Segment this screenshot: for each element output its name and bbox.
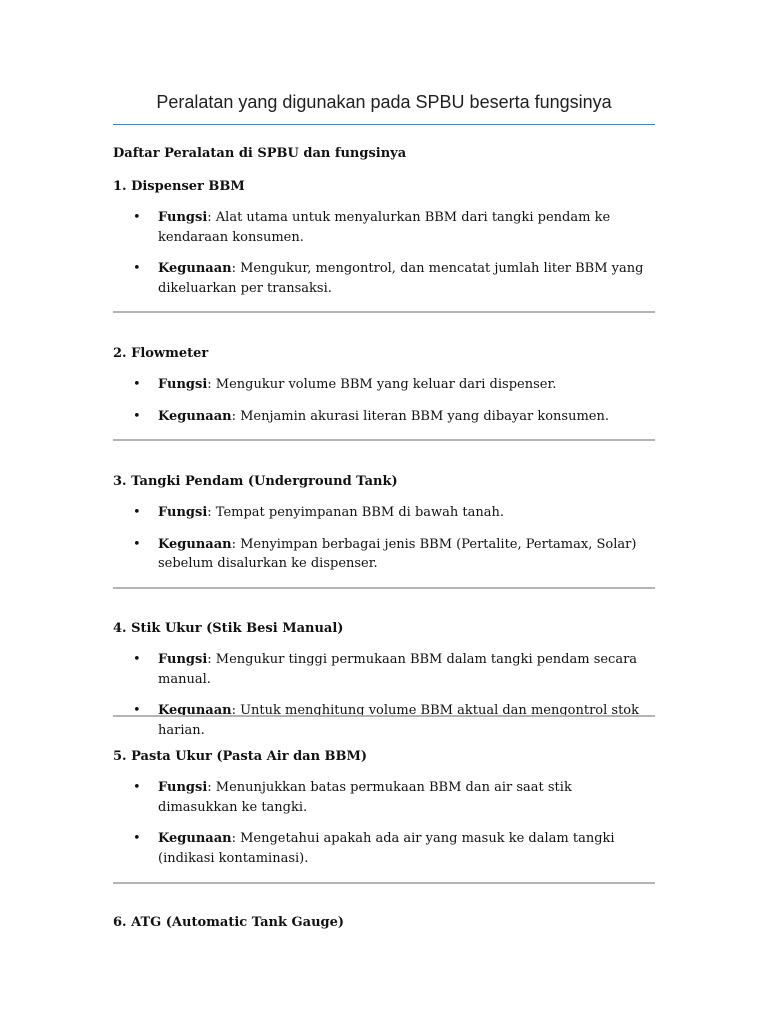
section-pasta-ukur [113, 747, 655, 868]
section-divider [113, 715, 655, 717]
term-description: : Untuk menghitung volume BBM aktual dan mengontrol stok harian. [158, 703, 640, 738]
section-heading: 3. Tangki Pendam (Underground Tank) [113, 474, 398, 489]
term-label: Kegunaan [158, 536, 232, 552]
list-heading: Daftar Peralatan di SPBU dan fungsinya [113, 146, 407, 161]
section-divider [113, 311, 655, 313]
term-label: Kegunaan [158, 831, 232, 846]
bullet-item-kegunaan [113, 535, 655, 574]
section-heading: 4. Stik Ukur (Stik Besi Manual) [113, 621, 344, 636]
bullet-icon: • [133, 831, 141, 846]
bullet-item-kegunaan [113, 701, 655, 740]
term-label: Kegunaan [158, 408, 232, 424]
term-description: : Mengukur, mengontrol, dan mencatat jumlah liter BBM yang dikeluarkan per transaksi. [158, 261, 644, 296]
term-label: Fungsi [158, 780, 208, 795]
bullet-item-fungsi [113, 375, 655, 395]
bullet-list [113, 650, 655, 740]
bullet-icon: • [133, 536, 141, 552]
section-dispenser-bbm [113, 177, 655, 298]
bullet-item-fungsi [113, 503, 655, 523]
term-description: : Mengetahui apakah ada air yang masuk ke dalam tangki (indikasi kontaminasi). [158, 831, 615, 866]
bullet-list [113, 503, 655, 574]
bullet-list [113, 208, 655, 298]
section-divider [113, 587, 655, 589]
bullet-item-kegunaan [113, 407, 655, 427]
section-tangki-pendam [113, 472, 655, 574]
bullet-list [113, 778, 655, 868]
bullet-icon: • [133, 261, 141, 276]
document-title: Peralatan yang digunakan pada SPBU beserta fungsinya [156, 92, 612, 112]
section-stik-ukur [113, 619, 655, 740]
section-atg [113, 913, 655, 932]
section-heading: 2. Flowmeter [113, 346, 209, 361]
term-label: Fungsi [158, 505, 208, 520]
bullet-icon: • [133, 377, 141, 392]
bullet-icon: • [133, 652, 141, 667]
bullet-item-fungsi [113, 208, 655, 247]
bullet-icon: • [133, 505, 141, 520]
bullet-list [113, 375, 655, 426]
bullet-icon: • [133, 210, 141, 225]
title-underline [113, 124, 655, 125]
section-divider [113, 439, 655, 441]
term-label: Kegunaan [158, 703, 232, 718]
bullet-item-kegunaan [113, 259, 655, 298]
bullet-icon: • [133, 780, 141, 795]
bullet-item-fungsi [113, 650, 655, 689]
section-heading: 1. Dispenser BBM [113, 179, 245, 194]
term-label: Fungsi [158, 210, 208, 225]
bullet-item-fungsi [113, 778, 655, 817]
section-divider [113, 882, 655, 884]
term-label: Kegunaan [158, 261, 232, 276]
term-description: : Alat utama untuk menyalurkan BBM dari tangki pendam ke kendaraan konsumen. [158, 210, 611, 245]
term-label: Fungsi [158, 652, 208, 667]
term-description: : Menunjukkan batas permukaan BBM dan air saat stik dimasukkan ke tangki. [158, 780, 572, 815]
term-description: : Mengukur volume BBM yang keluar dari dispenser. [207, 377, 557, 392]
term-description: : Menjamin akurasi literan BBM yang dibayar konsumen. [231, 408, 609, 424]
term-label: Fungsi [158, 377, 208, 392]
bullet-icon: • [133, 408, 141, 424]
bullet-icon: • [133, 703, 141, 718]
term-description: : Mengukur tinggi permukaan BBM dalam tangki pendam secara manual. [158, 652, 638, 687]
term-description: : Menyimpan berbagai jenis BBM (Pertalite, Pertamax, Solar) sebelum disalurkan ke dispenser. [158, 536, 637, 571]
term-description: : Tempat penyimpanan BBM di bawah tanah. [207, 505, 505, 520]
bullet-item-kegunaan [113, 829, 655, 868]
section-flowmeter [113, 344, 655, 426]
section-heading: 6. ATG (Automatic Tank Gauge) [113, 915, 345, 930]
section-heading: 5. Pasta Ukur (Pasta Air dan BBM) [113, 749, 368, 764]
